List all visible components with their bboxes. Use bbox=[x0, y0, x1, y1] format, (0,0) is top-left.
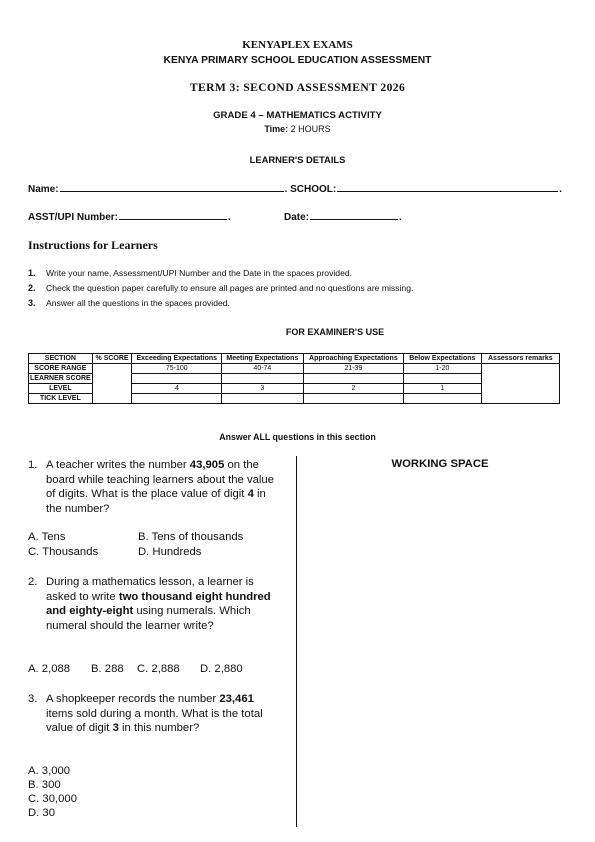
range-cell: 40-74 bbox=[222, 364, 304, 374]
name-label: Name: bbox=[28, 184, 59, 195]
tick-cell[interactable] bbox=[132, 394, 222, 404]
question-emphasis: 4 bbox=[247, 488, 254, 501]
asst-field-row bbox=[28, 212, 231, 223]
row-label: LEVEL bbox=[29, 384, 93, 394]
option-d[interactable]: D. Hundreds bbox=[138, 546, 202, 558]
question-text-part: in the number? bbox=[46, 488, 266, 515]
score-cell[interactable] bbox=[222, 374, 304, 384]
question-text-part: During a mathematics lesson, a learner is asked to write bbox=[46, 576, 254, 603]
option-c[interactable]: C. 2,888 bbox=[137, 663, 180, 675]
instruction-text: Answer all the questions in the spaces provided. bbox=[46, 298, 230, 308]
term-title: TERM 3: SECOND ASSESSMENT 2026 bbox=[189, 81, 406, 94]
option-d[interactable]: D. 30 bbox=[28, 807, 56, 819]
question-emphasis: 3 bbox=[112, 722, 119, 735]
option-b[interactable]: B. 288 bbox=[91, 663, 124, 675]
asst-end-dot: . bbox=[228, 212, 231, 223]
option-b[interactable]: B. Tens of thousands bbox=[138, 531, 244, 543]
question-emphasis: 43,905 bbox=[189, 459, 225, 471]
grade-title: GRADE 4 – MATHEMATICS ACTIVITY bbox=[213, 110, 382, 121]
question-number: 2. bbox=[28, 576, 38, 588]
option-b[interactable]: B. 300 bbox=[28, 779, 61, 791]
name-field-row bbox=[28, 184, 562, 195]
instructions-title: Instructions for Learners bbox=[28, 238, 158, 252]
range-cell: 75-100 bbox=[132, 364, 222, 374]
instruction-number: 2. bbox=[28, 283, 36, 293]
instruction-number: 1. bbox=[28, 268, 36, 278]
question-text bbox=[46, 575, 278, 633]
score-cell[interactable] bbox=[404, 374, 481, 384]
section-title: Answer ALL questions in this section bbox=[219, 432, 376, 442]
range-cell: 1-20 bbox=[404, 364, 481, 374]
instruction-item bbox=[28, 298, 230, 308]
question-emphasis: two thousand eight hundred and eighty-eight bbox=[46, 590, 271, 618]
question-text bbox=[46, 692, 278, 736]
table-header-row bbox=[29, 354, 560, 364]
date-input-line[interactable] bbox=[310, 219, 398, 220]
examiner-table bbox=[28, 353, 560, 404]
working-space-label: WORKING SPACE bbox=[391, 458, 489, 470]
header-cell: Assessors remarks bbox=[481, 354, 559, 364]
header-cell: % SCORE bbox=[92, 354, 132, 364]
date-end-dot: . bbox=[399, 212, 402, 223]
asst-label: ASST/UPI Number: bbox=[28, 212, 119, 223]
score-cell[interactable] bbox=[303, 374, 403, 384]
score-cell[interactable] bbox=[132, 374, 222, 384]
exam-org: KENYAPLEX EXAMS bbox=[242, 39, 353, 51]
header-cell: Below Expectations bbox=[404, 354, 481, 364]
question-text-part: on the board while teaching learners about the value of digits. What is the place value of digit bbox=[46, 459, 274, 501]
percent-score-cell[interactable] bbox=[92, 364, 132, 404]
asst-input-line[interactable] bbox=[119, 219, 227, 220]
instruction-item bbox=[28, 268, 352, 278]
question-number: 1. bbox=[28, 459, 38, 471]
question-text-part: A teacher writes the number bbox=[46, 459, 190, 471]
question-text-part: A shopkeeper records the number bbox=[46, 693, 220, 705]
option-d[interactable]: D. 2,880 bbox=[200, 663, 243, 675]
tick-cell[interactable] bbox=[222, 394, 304, 404]
level-cell: 1 bbox=[404, 384, 481, 394]
examiner-title: FOR EXAMINER'S USE bbox=[285, 327, 385, 337]
instruction-text: Check the question paper carefully to ensure all pages are printed and no questions are missing. bbox=[46, 283, 414, 293]
remarks-cell[interactable] bbox=[481, 364, 559, 404]
question-text-part: items sold during a month. What is the total value of digit bbox=[46, 707, 263, 735]
time-label: Time: bbox=[264, 124, 289, 134]
date-field-row bbox=[284, 212, 402, 223]
date-label: Date: bbox=[284, 212, 310, 223]
question-text bbox=[46, 458, 278, 516]
school-end-dot: . bbox=[559, 184, 563, 195]
time-line bbox=[0, 124, 595, 134]
column-divider bbox=[296, 456, 297, 827]
details-title: LEARNER'S DETAILS bbox=[249, 154, 346, 165]
instruction-item bbox=[28, 283, 413, 293]
row-label: LEARNER SCORE bbox=[30, 375, 91, 382]
question-emphasis: 23,461 bbox=[219, 693, 254, 705]
question-text-part: using numerals. Which numeral should the learner write? bbox=[46, 605, 251, 632]
option-a[interactable]: A. Tens bbox=[28, 531, 66, 543]
header-cell: Approaching Expectations bbox=[303, 354, 403, 364]
option-a[interactable]: A. 2,088 bbox=[28, 663, 71, 675]
option-c[interactable]: C. 30,000 bbox=[28, 793, 77, 805]
option-c[interactable]: C. Thousands bbox=[28, 546, 99, 558]
instruction-text: Write your name, Assessment/UPI Number and the Date in the spaces provided. bbox=[46, 268, 353, 278]
range-cell: 21-39 bbox=[303, 364, 403, 374]
question-number: 3. bbox=[28, 693, 38, 705]
tick-cell[interactable] bbox=[404, 394, 481, 404]
header-cell: SECTION bbox=[29, 354, 93, 364]
assessment-title: KENYA PRIMARY SCHOOL EDUCATION ASSESSMENT bbox=[163, 55, 432, 66]
time-value: 2 HOURS bbox=[290, 124, 331, 134]
row-label: SCORE RANGE bbox=[29, 364, 93, 374]
question-text-part: in this number? bbox=[118, 722, 200, 735]
tick-cell[interactable] bbox=[303, 394, 403, 404]
level-cell: 3 bbox=[222, 384, 304, 394]
header-cell: Meeting Expectations bbox=[222, 354, 304, 364]
row-label: TICK LEVEL bbox=[29, 394, 93, 404]
name-input-line[interactable] bbox=[60, 191, 284, 192]
level-cell: 2 bbox=[303, 384, 403, 394]
table-row bbox=[29, 364, 560, 374]
option-a[interactable]: A. 3,000 bbox=[28, 765, 71, 777]
header-cell: Exceeding Expectations bbox=[132, 354, 222, 364]
school-label: . SCHOOL: bbox=[284, 184, 337, 195]
level-cell: 4 bbox=[132, 384, 222, 394]
school-input-line[interactable] bbox=[337, 191, 558, 192]
instruction-number: 3. bbox=[28, 298, 36, 308]
